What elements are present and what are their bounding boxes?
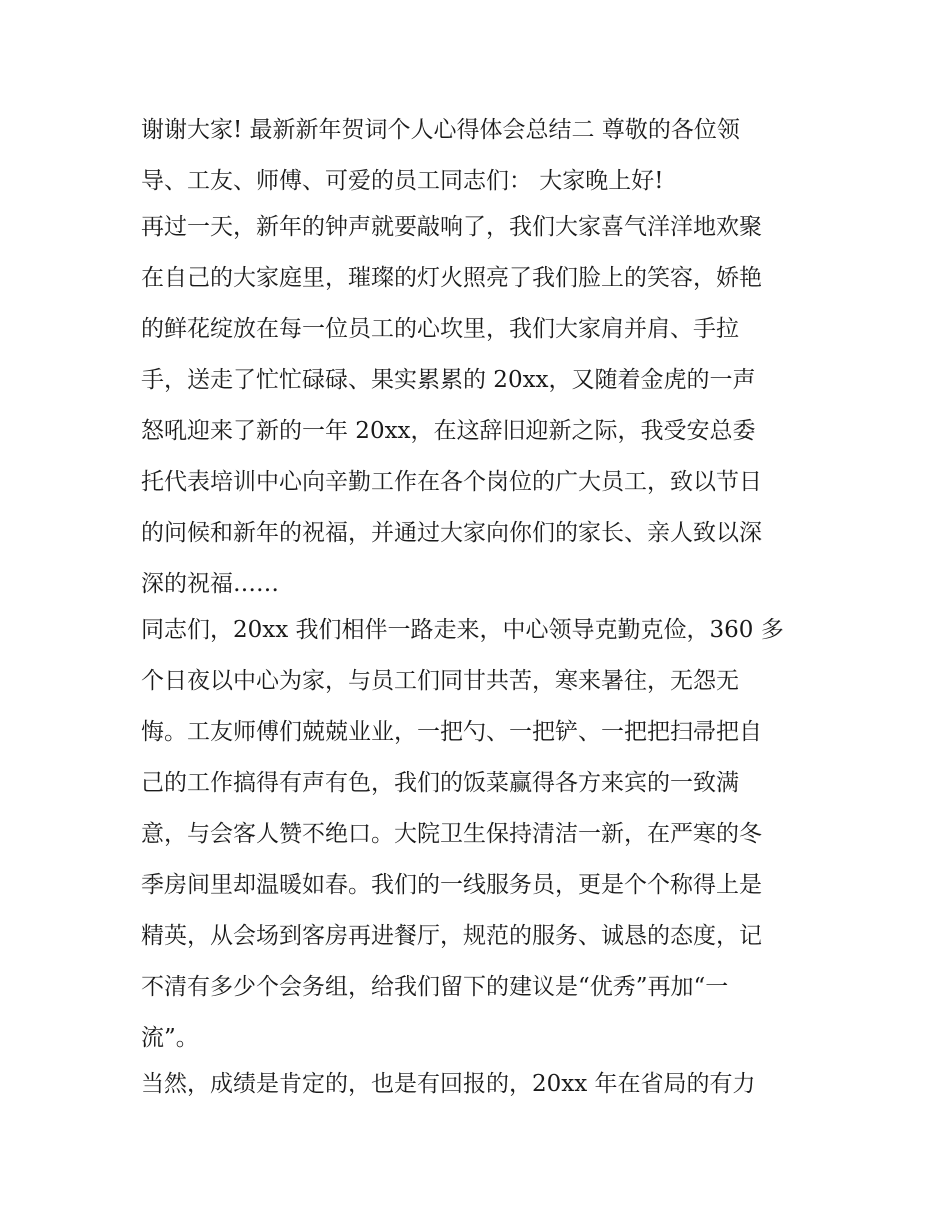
text-line: 精英，从会场到客房再进餐厅，规范的服务、诚恳的态度，记 [141,923,762,949]
text-line: 不清有多少个会务组，给我们留下的建议是“优秀”再加“一 [141,974,729,1000]
text-line: 托代表培训中心向辛勤工作在各个岗位的广大员工，致以节日 [141,469,762,495]
text-line: 季房间里却温暖如春。我们的一线服务员，更是个个称得上是 [141,872,762,898]
paragraph-new-year [141,207,821,615]
text-line: 个日夜以中心为家，与员工们同甘共苦，寒来暑往，无怨无 [141,668,739,694]
text-line: 意，与会客人赞不绝口。大院卫生保持清洁一新，在严寒的冬 [141,821,762,847]
text-line: 己的工作搞得有声有色，我们的饭菜赢得各方来宾的一致满 [141,770,739,796]
document-body [141,110,821,1115]
text-line: 的鲜花绽放在每一位员工的心坎里，我们大家肩并肩、手拉 [141,316,739,342]
text-line: 的问候和新年的祝福，并通过大家向你们的家长、亲人致以深 [141,520,762,546]
text-line: 在自己的大家庭里，璀璨的灯火照亮了我们脸上的笑容，娇艳 [141,265,762,291]
text-line: 同志们，20xx 我们相伴一路走来，中心领导克勤克俭，360 多 [141,617,784,643]
text-line: 手，送走了忙忙碌碌、果实累累的 20xx，又随着金虎的一声 [141,367,756,393]
text-line: 谢谢大家! 最新新年贺词个人心得体会总结二 尊敬的各位领 [141,117,740,143]
text-line: 导、工友、师傅、可爱的员工同志们： 大家晚上好! [141,168,664,194]
text-line: 当然，成绩是肯定的，也是有回报的，20xx 年在省局的有力 [141,1071,756,1097]
text-line: 悔。工友师傅们兢兢业业，一把勺、一把铲、一把把扫帚把自 [141,719,762,745]
paragraph-opening [141,110,821,212]
text-line: 流”。 [141,1025,199,1051]
text-line: 再过一天，新年的钟声就要敲响了，我们大家喜气洋洋地欢聚 [141,214,762,240]
text-line: 怒吼迎来了新的一年 20xx，在这辞旧迎新之际，我受安总委 [141,418,756,444]
text-line: 深的祝福…… [141,571,279,597]
paragraph-review [141,610,821,1069]
paragraph-achievements [141,1064,821,1115]
